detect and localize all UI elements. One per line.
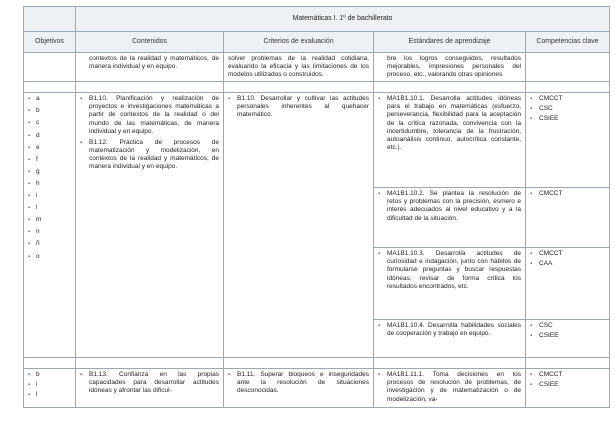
estandar-cell bbox=[374, 369, 526, 407]
estandar-item: ▪ MA1B1.10.4. Desarrolla habilidades sociales de cooperación y trabajo en equipo. bbox=[378, 322, 521, 338]
cont-competencias-cell bbox=[526, 53, 610, 82]
criterio-item: ▪ B1.11. Superar bloqueos e inseguridades ante la resolución de situaciones desconocidas. bbox=[228, 371, 369, 395]
competencia-item: ▪ CAA bbox=[530, 260, 605, 268]
competencia-item: ▪ CMCCT bbox=[530, 250, 605, 258]
header-objetivos: Objetivos bbox=[24, 32, 76, 53]
header-competencias: Competencias clave bbox=[526, 32, 610, 53]
block2-contenidos-cell bbox=[76, 369, 224, 407]
objective-item: ▪ a bbox=[28, 95, 71, 103]
title-blank-cell bbox=[24, 7, 76, 32]
objective-item: ▪ i bbox=[28, 381, 71, 389]
objective-item: ▪ f bbox=[28, 156, 71, 164]
estandar-cell bbox=[374, 248, 526, 320]
objective-item: ▪ b bbox=[28, 371, 71, 379]
estandar-item: ▪ MA1B1.10.2. Se plantea la resolución de retos y problemas con la precisión, esmero e interés adecuados al nivel educativo y a la dificultad de la situación. bbox=[378, 190, 521, 222]
competencia-item: ▪ CSIEE bbox=[530, 381, 605, 389]
cont-criterios-cell: solver problemas de la realidad cotidiana, evaluando la eficacia y las limitaciones de los modelos utilizados o construidos. bbox=[224, 53, 374, 82]
header-contenidos: Contenidos bbox=[76, 32, 224, 53]
competencias-cell bbox=[526, 320, 610, 358]
block1-row-1 bbox=[24, 93, 610, 188]
estandar-item: ▪ MA1B1.11.1. Toma decisiones en los procesos de resolución de problemas, de investigación y de matematización o de modelización, va- bbox=[378, 371, 521, 403]
header-row bbox=[24, 32, 610, 53]
estandar-cell bbox=[374, 320, 526, 358]
competencia-item: ▪ CSC bbox=[530, 105, 605, 113]
cont-estandares-cell: bre los logros conseguidos, resultados mejorables, impresiones personales del proceso, etc., valorando otras opiniones bbox=[374, 53, 526, 82]
estandar-cell bbox=[374, 188, 526, 248]
objective-item: ▪ c bbox=[28, 119, 71, 127]
objective-item: ▪ l bbox=[28, 391, 71, 399]
separator-row bbox=[24, 358, 610, 369]
contenido-item: ▪ B1.12. Práctica de procesos de matematización y modelización, en contextos de la realidad y matemáticos, de manera individual y en equipo. bbox=[80, 139, 219, 171]
estandar-cell bbox=[374, 93, 526, 188]
block2-criterios-cell bbox=[224, 369, 374, 407]
objective-item: ▪ n bbox=[28, 228, 71, 236]
cont-contenidos-cell: contextos de la realidad y matemáticos, de manera individual y en equipo. bbox=[76, 53, 224, 82]
objective-item: ▪ l bbox=[28, 204, 71, 212]
cont-objetivos-cell bbox=[24, 53, 76, 82]
separator-row bbox=[24, 82, 610, 93]
objective-item: ▪ g bbox=[28, 168, 71, 176]
block1-contenidos-cell bbox=[76, 93, 224, 358]
criterio-item: ▪ B1.10. Desarrollar y cultivar las actitudes personales inherentes al quehacer matemático. bbox=[228, 95, 369, 119]
block1-criterios-list bbox=[228, 95, 369, 119]
competencias-cell bbox=[526, 93, 610, 188]
competencias-cell bbox=[526, 248, 610, 320]
competencia-item: ▪ CSC bbox=[530, 322, 605, 330]
objective-item: ▪ o bbox=[28, 253, 71, 261]
block2-objetivos-cell bbox=[24, 369, 76, 407]
competencia-item: ▪ CSIEE bbox=[530, 332, 605, 340]
objective-item: ▪ i bbox=[28, 192, 71, 200]
competencia-item: ▪ CMCCT bbox=[530, 190, 605, 198]
block2-objetivos-list bbox=[28, 371, 71, 399]
objective-item: ▪ d bbox=[28, 132, 71, 140]
competencias-cell bbox=[526, 369, 610, 407]
block1-criterios-cell bbox=[224, 93, 374, 358]
block1-objetivos-list bbox=[28, 95, 71, 260]
objective-item: ▪ h bbox=[28, 180, 71, 188]
continuation-row bbox=[24, 53, 610, 82]
header-estandares: Estándares de aprendizaje bbox=[374, 32, 526, 53]
block1-objetivos-cell bbox=[24, 93, 76, 358]
estandar-item: ▪ MA1B1.10.1. Desarrolla actitudes idóneas para el trabajo en matemáticas (esfuerzo, perseverancia, flexibilidad para la aceptación de la crítica razonada, convivencia con la incertidumbre, tolerancia de la frustración, autoanálisis continuo, autocrítica constante, etc.). bbox=[378, 95, 521, 152]
objective-item: ▪ b bbox=[28, 107, 71, 115]
objective-item: ▪ ñ bbox=[28, 240, 71, 248]
curriculum-table bbox=[23, 6, 610, 408]
block1-contenidos-list bbox=[80, 95, 219, 171]
objective-item: ▪ m bbox=[28, 216, 71, 224]
competencias-cell bbox=[526, 188, 610, 248]
block2-row-1 bbox=[24, 369, 610, 407]
competencia-item: ▪ CMCCT bbox=[530, 371, 605, 379]
header-criterios: Criterios de evaluación bbox=[224, 32, 374, 53]
contenido-item: ▪ B1.13. Confianza en las propias capacidades para desarrollar actitudes idóneas y afrontar las dificul- bbox=[80, 371, 219, 395]
competencia-item: ▪ CMCCT bbox=[530, 95, 605, 103]
table-title: Matemáticas I. 1º de bachillerato bbox=[76, 7, 610, 32]
title-row bbox=[24, 7, 610, 32]
competencia-item: ▪ CSIEE bbox=[530, 115, 605, 123]
estandar-item: ▪ MA1B1.10.3. Desarrolla actitudes de curiosidad e indagación, junto con hábitos de formularse preguntas y buscar respuestas idóneas, revisar de forma crítica los resultados encontrados, etc. bbox=[378, 250, 521, 290]
contenido-item: ▪ B1.10. Planificación y realización de proyectos e investigaciones matemáticas a partir de contextos de la realidad o del mundo de las matemáticas, de manera individual y en equipo. bbox=[80, 95, 219, 135]
objective-item: ▪ e bbox=[28, 144, 71, 152]
